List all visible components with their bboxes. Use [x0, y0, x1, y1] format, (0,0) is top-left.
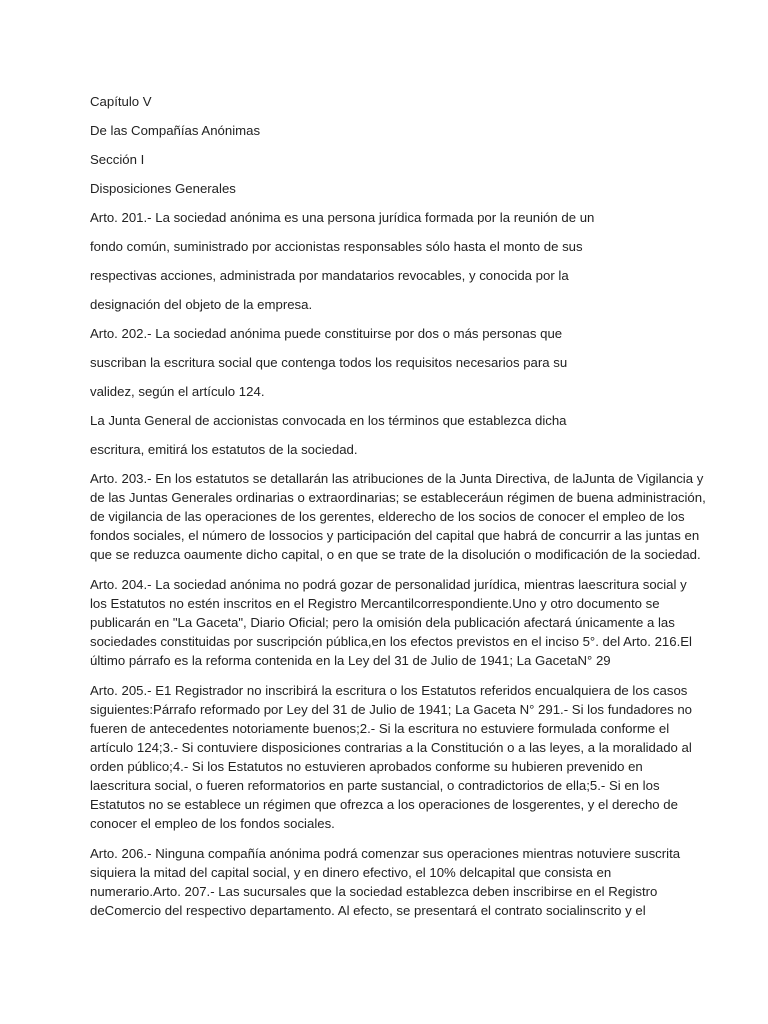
section-title: Disposiciones Generales: [90, 181, 236, 196]
paragraph-line: Arto. 203.- En los estatutos se detallarán las atribuciones de la Junta Directiva, de laJunta de Vigilancia y: [90, 471, 704, 486]
article-201-line: designación del objeto de la empresa.: [90, 297, 313, 312]
section-heading: Sección I: [90, 152, 145, 167]
junta-general-line: escritura, emitirá los estatutos de la sociedad.: [90, 442, 358, 457]
paragraph-line: orden público;4.- Si los Estatutos no estuvieren aprobados conforme su hubieren prevenido en: [90, 759, 643, 774]
paragraph-line: deComercio del respectivo departamento. Al efecto, se presentará el contrato socialinscrito y el: [90, 903, 646, 918]
chapter-title: De las Compañías Anónimas: [90, 123, 261, 138]
paragraph-line: fueren de antecedentes notoriamente buenos;2.- Si la escritura no estuviere formulada conforme el: [90, 721, 670, 736]
article-204-paragraph: [90, 575, 690, 670]
paragraph-line: que se reduzca oaumente dicho capital, o en que se trate de la disolución o modificación de la sociedad.: [90, 547, 701, 562]
paragraph-line: Arto. 206.- Ninguna compañía anónima podrá comenzar sus operaciones mientras notuviere suscrita: [90, 846, 681, 861]
paragraph-line: artículo 124;3.- Si contuviere disposiciones contrarias a la Constitución o a las leyes, a la moralidado al: [90, 740, 692, 755]
paragraph-line: laescritura social, o fueren reformatorios en parte sustancial, o contradictorios de ella;5.- Si en los: [90, 778, 660, 793]
article-202-line: suscriban la escritura social que contenga todos los requisitos necesarios para su: [90, 355, 568, 370]
junta-general-line: La Junta General de accionistas convocada en los términos que establezca dicha: [90, 413, 567, 428]
paragraph-line: Arto. 205.- E1 Registrador no inscribirá la escritura o los Estatutos referidos encualquiera de los casos: [90, 683, 688, 698]
chapter-heading: Capítulo V: [90, 94, 152, 109]
article-203-paragraph: [90, 469, 706, 564]
article-201-line: fondo común, suministrado por accionistas responsables sólo hasta el monto de sus: [90, 239, 583, 254]
article-202-line: Arto. 202.- La sociedad anónima puede constituirse por dos o más personas que: [90, 326, 563, 341]
paragraph-line: de vigilancia de las operaciones de los gerentes, elderecho de los socios de conocer el empleo de los: [90, 509, 685, 524]
paragraph-line: los Estatutos no estén inscritos en el Registro Mercantilcorrespondiente.Uno y otro documento se: [90, 596, 660, 611]
article-206-paragraph: [90, 844, 690, 920]
paragraph-line: fondos sociales, el número de lossocios y participación del capital que habrá de concurrir a las juntas en: [90, 528, 700, 543]
paragraph-line: último párrafo es la reforma contenida en la Ley del 31 de Julio de 1941; La GacetaN° 29: [90, 653, 611, 668]
article-202-line: validez, según el artículo 124.: [90, 384, 265, 399]
article-201-line: Arto. 201.- La sociedad anónima es una persona jurídica formada por la reunión de un: [90, 210, 595, 225]
article-205-paragraph: [90, 681, 693, 833]
paragraph-line: conocer el empleo de los fondos sociales.: [90, 816, 335, 831]
paragraph-line: sociedades constituidas por suscripción pública,en los efectos previstos en el inciso 5°. del Arto. 216.El: [90, 634, 692, 649]
paragraph-line: Arto. 204.- La sociedad anónima no podrá gozar de personalidad jurídica, mientras laescritura social y: [90, 577, 687, 592]
paragraph-line: siguientes:Párrafo reformado por Ley del 31 de Julio de 1941; La Gaceta N° 291.- Si los fundadores no: [90, 702, 693, 717]
paragraph-line: numerario.Arto. 207.- Las sucursales que la sociedad establezca deben inscribirse en el Registro: [90, 884, 658, 899]
paragraph-line: de las Juntas Generales ordinarias o extraordinarias; se estableceráun régimen de buena administración,: [90, 490, 706, 505]
article-201-line: respectivas acciones, administrada por mandatarios revocables, y conocida por la: [90, 268, 569, 283]
paragraph-line: siquiera la mitad del capital social, y en dinero efectivo, el 10% delcapital que consista en: [90, 865, 612, 880]
document-page: [90, 92, 706, 931]
paragraph-line: Estatutos no se establece un régimen que ofrezca a los operaciones de losgerentes, y el derecho de: [90, 797, 678, 812]
paragraph-line: publicarán en "La Gaceta", Diario Oficial; pero la omisión dela publicación afectará únicamente a las: [90, 615, 675, 630]
